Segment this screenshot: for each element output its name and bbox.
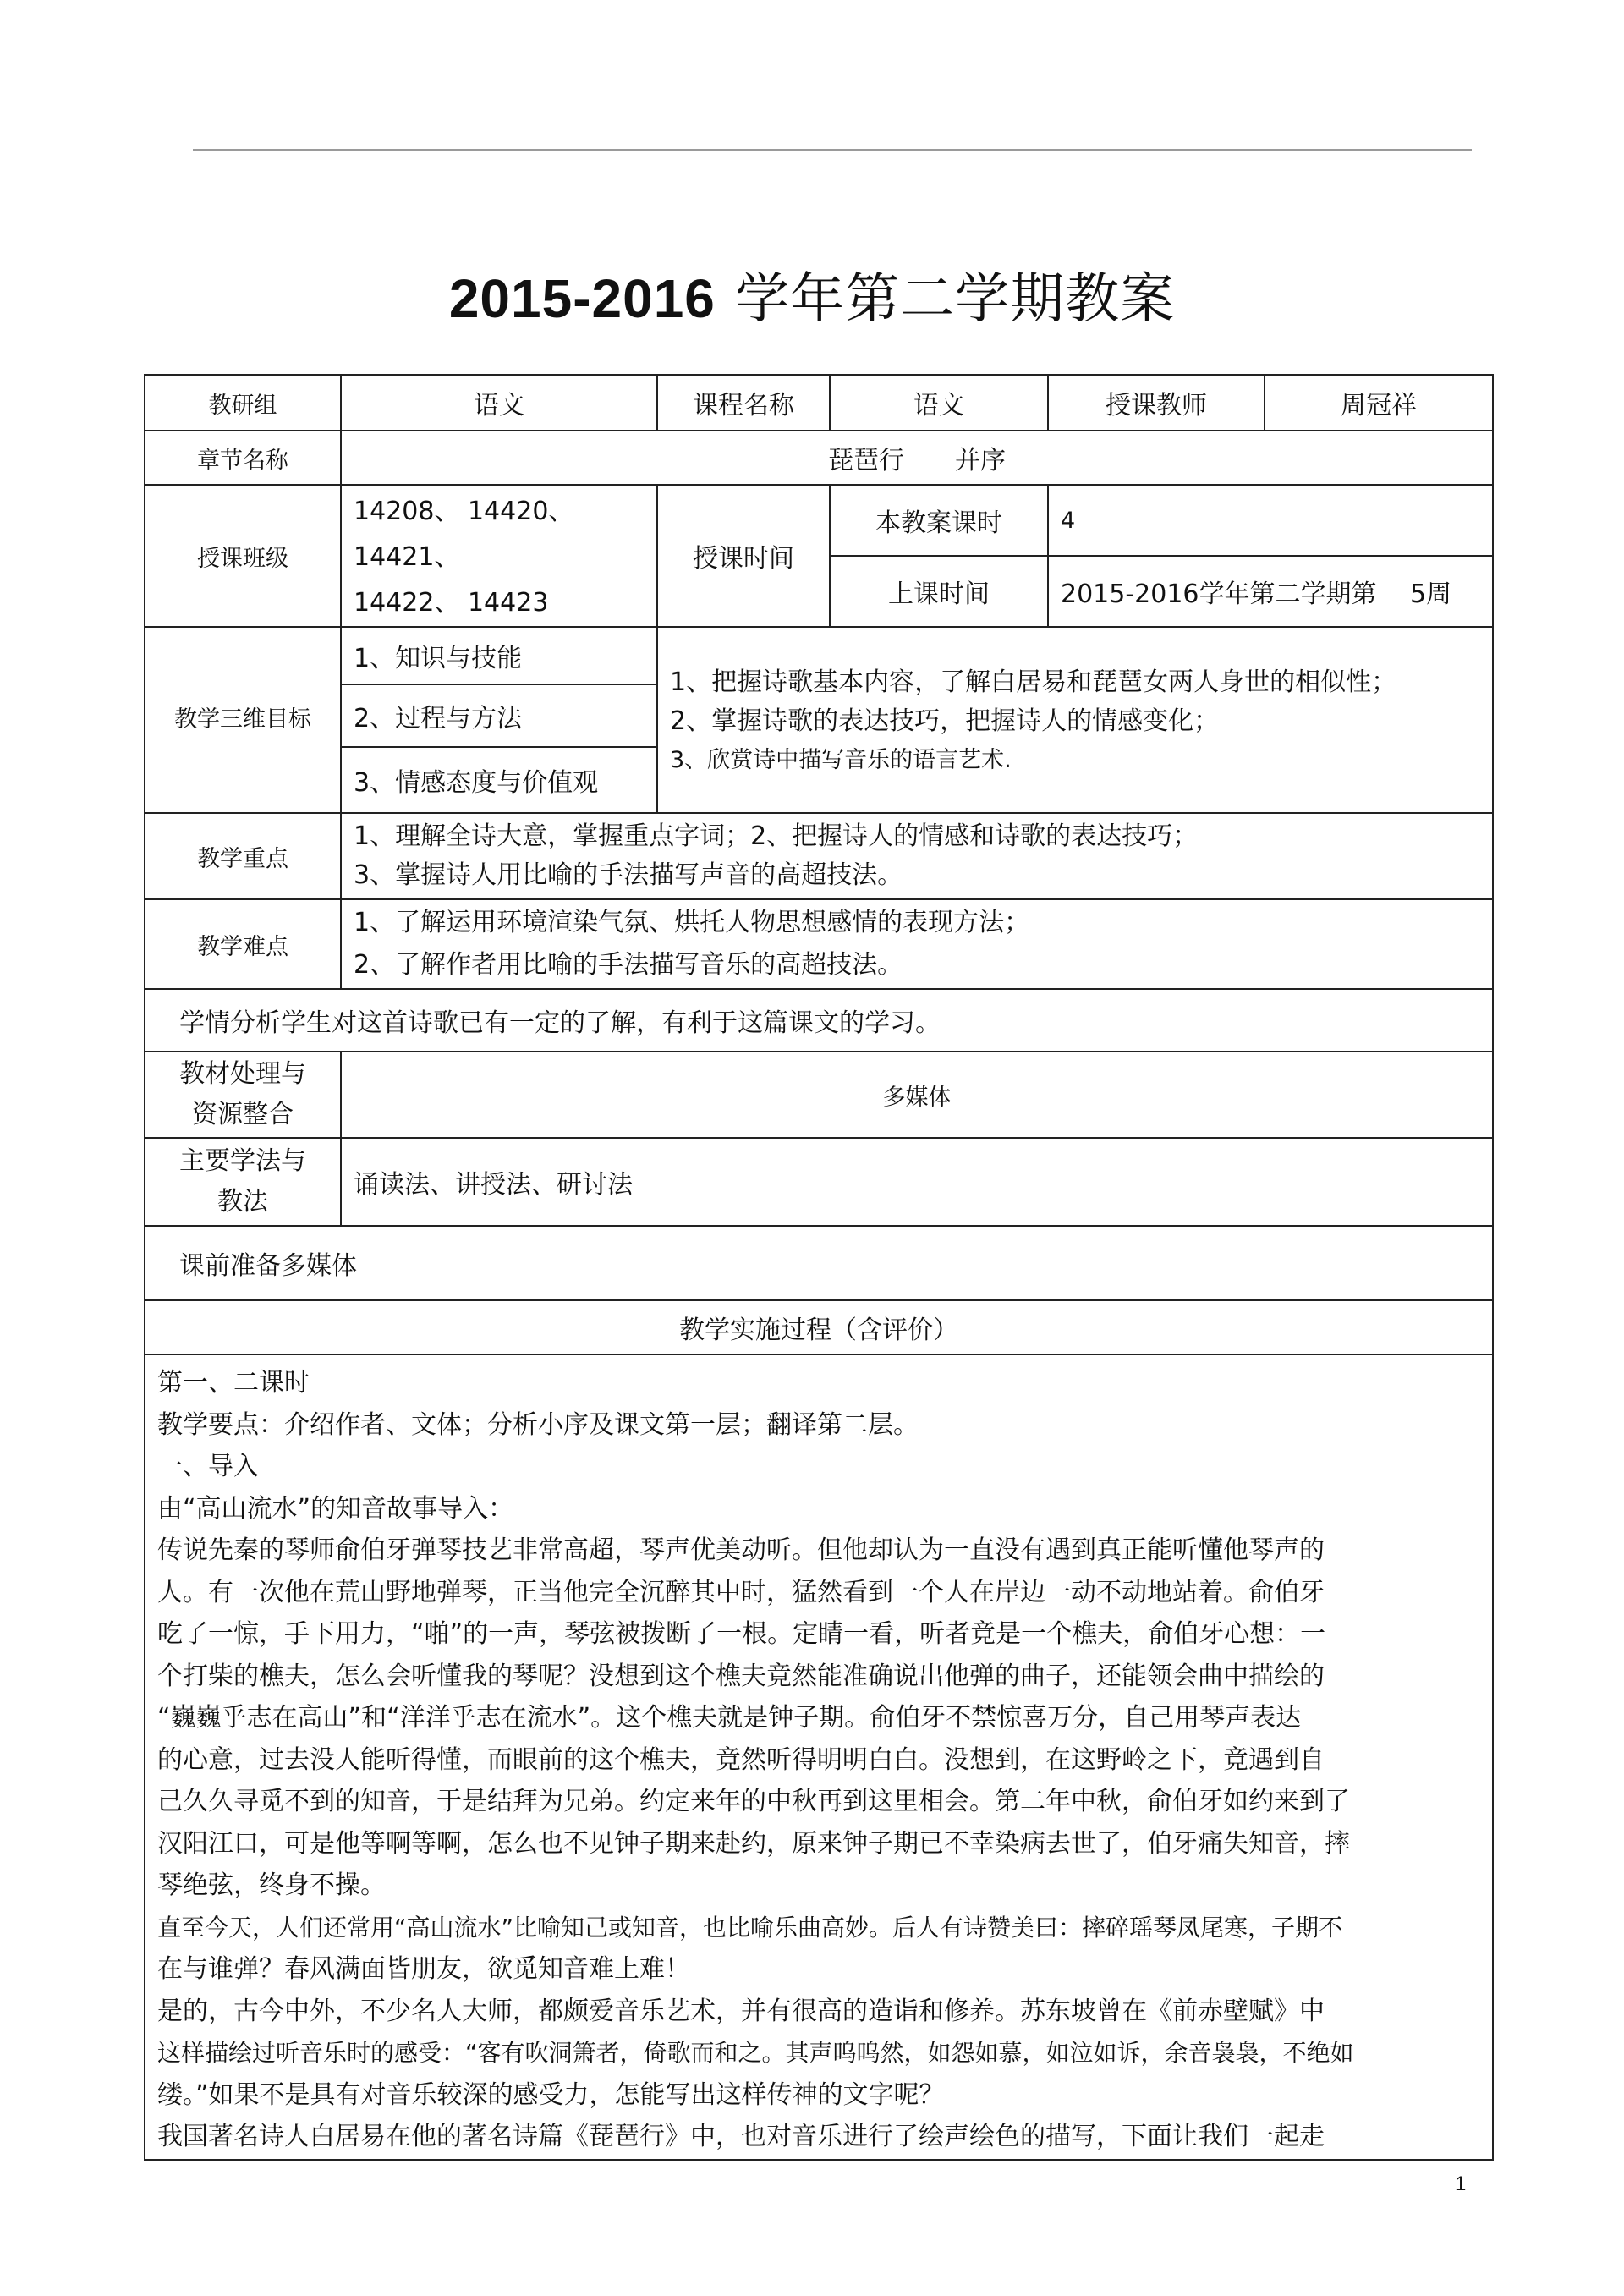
goal-dimension: 2、过程与方法 (341, 684, 657, 747)
methods-label-line: 教法 (217, 1187, 268, 1217)
teacher-value: 周冠祥 (1265, 375, 1493, 431)
header-rule (193, 149, 1472, 151)
difficulties-row (145, 899, 1493, 989)
preparation-text: 课前准备多媒体 (145, 1226, 1493, 1300)
body-line: “巍巍乎志在高山”和“洋洋乎志在流水”。这个樵夫就是钟子期。俞伯牙不禁惊喜万分，自己用琴声表达 (157, 1703, 1302, 1733)
goal-detail-line: 1、把握诗歌基本内容，了解白居易和琵琶女两人身世的相似性； (670, 667, 1397, 697)
group-value: 语文 (341, 375, 657, 431)
title-year: 2015-2016 (448, 268, 716, 329)
body-line: 第一、二课时 (157, 1368, 310, 1398)
course-value: 语文 (830, 375, 1048, 431)
methods-label-line: 主要学法与 (179, 1146, 306, 1176)
body-line: 人。有一次他在荒山野地弹琴，正当他完全沉醉其中时，猛然看到一个人在岸边一动不动地站着。俞伯牙 (157, 1577, 1325, 1607)
analysis-text: 学情分析学生对这首诗歌已有一定的了解，有利于这篇课文的学习。 (145, 989, 1493, 1052)
methods-label (145, 1138, 341, 1226)
methods-value: 诵读法、讲授法、研讨法 (341, 1138, 1493, 1226)
body-line: 是的，古今中外，不少名人大师，都颇爱音乐艺术，并有很高的造诣和修养。苏东坡曾在《前赤壁赋》中 (157, 1996, 1325, 2026)
time-label: 授课时间 (657, 485, 830, 627)
goals-label: 教学三维目标 (145, 627, 341, 813)
info-row (145, 375, 1493, 431)
body-line: 我国著名诗人白居易在他的著名诗篇《琵琶行》中，也对音乐进行了绘声绘色的描写，下面让我们一起走 (157, 2122, 1325, 2151)
materials-label (145, 1052, 341, 1138)
materials-value: 多媒体 (341, 1052, 1493, 1138)
class-list-line: 14422、 14423 (354, 588, 549, 618)
materials-row (145, 1052, 1493, 1138)
goals-detail (657, 627, 1493, 813)
chapter-row (145, 431, 1493, 485)
key-points-content (341, 813, 1493, 899)
course-label: 课程名称 (657, 375, 830, 431)
page-title (0, 255, 1624, 333)
body-line: 这样描绘过听音乐时的感受：“客有吹洞箫者，倚歌而和之。其声呜呜然，如怨如慕，如泣如诉，余音袅袅，不绝如 (157, 2039, 1354, 2067)
body-line: 汉阳江口，可是他等啊等啊，怎么也不见钟子期来赴约，原来钟子期已不幸染病去世了，伯牙痛失知音，摔 (157, 1828, 1350, 1859)
body-line: 直至今天，人们还常用“高山流水”比喻知己或知音，也比喻乐曲高妙。后人有诗赞美曰：摔碎瑶琴凤尾寒，子期不 (157, 1913, 1343, 1942)
goals-row (145, 627, 1493, 684)
process-heading-row (145, 1300, 1493, 1354)
lesson-plan-table (144, 374, 1494, 2161)
process-body-row (145, 1354, 1493, 2160)
class-list (341, 485, 657, 627)
analysis-row (145, 989, 1493, 1052)
page-number: 1 (1455, 2172, 1467, 2195)
group-label: 教研组 (145, 375, 341, 431)
body-line: 在与谁弹？春风满面皆朋友，欲觅知音难上难！ (157, 1954, 690, 1984)
materials-label-line: 资源整合 (192, 1100, 294, 1129)
difficulty-line: 2、了解作者用比喻的手法描写音乐的高超技法。 (354, 950, 903, 980)
chapter-value: 琵琶行 并序 (341, 431, 1493, 485)
body-line: 吃了一惊，手下用力，“啪”的一声，琴弦被拨断了一根。定睛一看，听者竟是一个樵夫，俞伯牙心想：一 (157, 1619, 1326, 1649)
body-line: 个打柴的樵夫，怎么会听懂我的琴呢？没想到这个樵夫竟然能准确说出他弹的曲子，还能领会曲中描绘的 (157, 1661, 1325, 1691)
class-label: 授课班级 (145, 485, 341, 627)
body-line: 己久久寻觅不到的知音，于是结拜为兄弟。约定来年的中秋再到这里相会。第二年中秋，俞伯牙如约来到了 (157, 1787, 1350, 1816)
key-point-line: 3、掌握诗人用比喻的手法描写声音的高超技法。 (354, 860, 903, 890)
key-points-row (145, 813, 1493, 899)
preparation-row (145, 1226, 1493, 1300)
body-line: 由“高山流水”的知音故事导入： (157, 1493, 514, 1524)
body-line: 缕。”如果不是具有对音乐较深的感受力，怎能写出这样传神的文字呢？ (157, 2079, 945, 2110)
class-list-line: 14208、 14420、14421、 (354, 497, 574, 572)
process-body (145, 1354, 1493, 2160)
key-points-label: 教学重点 (145, 813, 341, 899)
process-heading: 教学实施过程（含评价） (145, 1300, 1493, 1354)
teacher-label: 授课教师 (1048, 375, 1265, 431)
body-line: 教学要点：介绍作者、文体；分析小序及课文第一层；翻译第二层。 (157, 1409, 919, 1440)
body-line: 琴绝弦，终身不操。 (157, 1870, 386, 1900)
chapter-label: 章节名称 (145, 431, 341, 485)
goal-detail-line: 3、欣赏诗中描写音乐的语言艺术. (670, 747, 1012, 773)
body-line: 一、导入 (157, 1452, 259, 1481)
difficulties-label: 教学难点 (145, 899, 341, 989)
goal-detail-line: 2、掌握诗歌的表达技巧，把握诗人的情感变化； (670, 706, 1220, 736)
hours-label: 本教案课时 (830, 485, 1048, 556)
date-value: 2015-2016学年第二学期第 5周 (1048, 556, 1493, 627)
materials-label-line: 教材处理与 (179, 1059, 306, 1089)
difficulty-line: 1、了解运用环境渲染气氛、烘托人物思想感情的表现方法； (354, 908, 1030, 937)
title-text: 学年第二学期教案 (735, 268, 1176, 331)
difficulties-content (341, 899, 1493, 989)
body-line: 传说先秦的琴师俞伯牙弹琴技艺非常高超，琴声优美动听。但他却认为一直没有遇到真正能听懂他琴声的 (157, 1535, 1325, 1565)
hours-value: 4 (1048, 485, 1493, 556)
class-row (145, 485, 1493, 556)
body-line: 的心意，过去没人能听得懂，而眼前的这个樵夫，竟然听得明明白白。没想到，在这野岭之下，竟遇到自 (157, 1744, 1325, 1775)
methods-row (145, 1138, 1493, 1226)
goal-dimension: 3、情感态度与价值观 (341, 747, 657, 813)
key-point-line: 1、理解全诗大意，掌握重点字词；2、把握诗人的情感和诗歌的表达技巧； (354, 821, 1199, 851)
goal-dimension: 1、知识与技能 (341, 627, 657, 684)
date-label: 上课时间 (830, 556, 1048, 627)
